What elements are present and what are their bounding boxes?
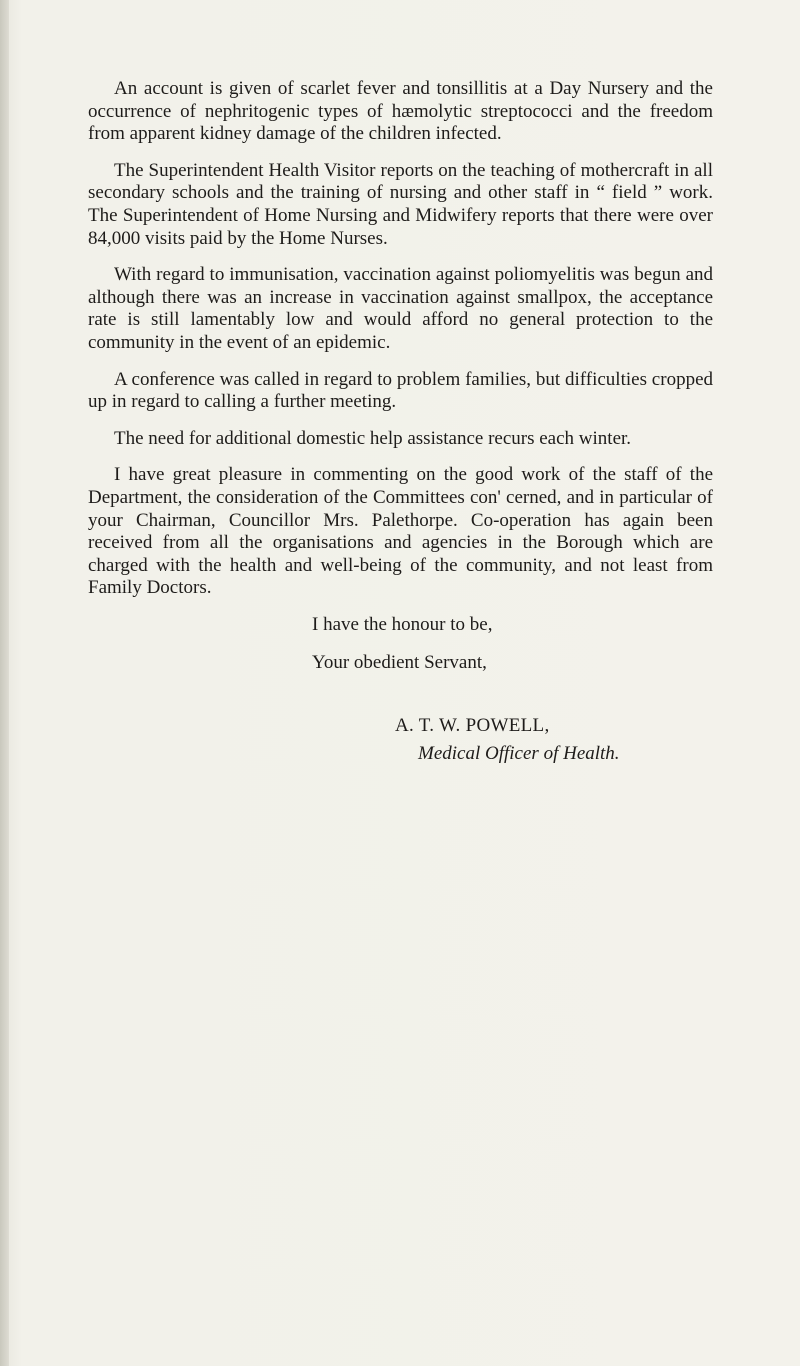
signature-title: Medical Officer of Health. <box>418 742 620 764</box>
paragraph-immunisation: With regard to immunisation, vaccination against poliomyelitis was begun and although there was an increase in vaccination against smallpox, the acceptance rate is still lamentably low and would afford no general protection to the community in the event of an epidemic. <box>88 264 713 353</box>
closing-salutation: Your obedient Servant, <box>312 652 487 674</box>
paragraph-scarlet-fever: An account is given of scarlet fever and tonsillitis at a Day Nursery and the occurrence of nephritogenic types of hæmolytic streptococci and the freedom from apparent kidney damage of the children infected. <box>88 78 713 145</box>
paragraph-acknowledgements: I have great pleasure in commenting on the good work of the staff of the Department, the consideration of the Committees con' cerned, and in particular of your Chairman, Councillor Mrs. Palethorpe. Co-operation has again been received from all the organisations and agencies in the Borough which are charged with the health and well-being of the community, and not least from Family Doctors. <box>88 464 713 599</box>
paragraph-domestic-help: The need for additional domestic help assistance recurs each winter. <box>114 427 632 449</box>
paragraph-health-visitor: The Superintendent Health Visitor reports on the teaching of mothercraft in all secondary schools and the training of nursing and other staff in “ field ” work. The Superintendent of Home Nursing and Midwifery reports that there were over 84,000 visits paid by the Home Nurses. <box>88 159 713 249</box>
page-binding-edge <box>0 0 9 1366</box>
paragraph-conference: A conference was called in regard to problem families, but difficulties cropped up in regard to calling a further meeting. <box>88 368 713 413</box>
signature-name: A. T. W. POWELL, <box>395 715 550 737</box>
closing-line: I have the honour to be, <box>312 613 493 635</box>
letter-body <box>88 78 713 765</box>
